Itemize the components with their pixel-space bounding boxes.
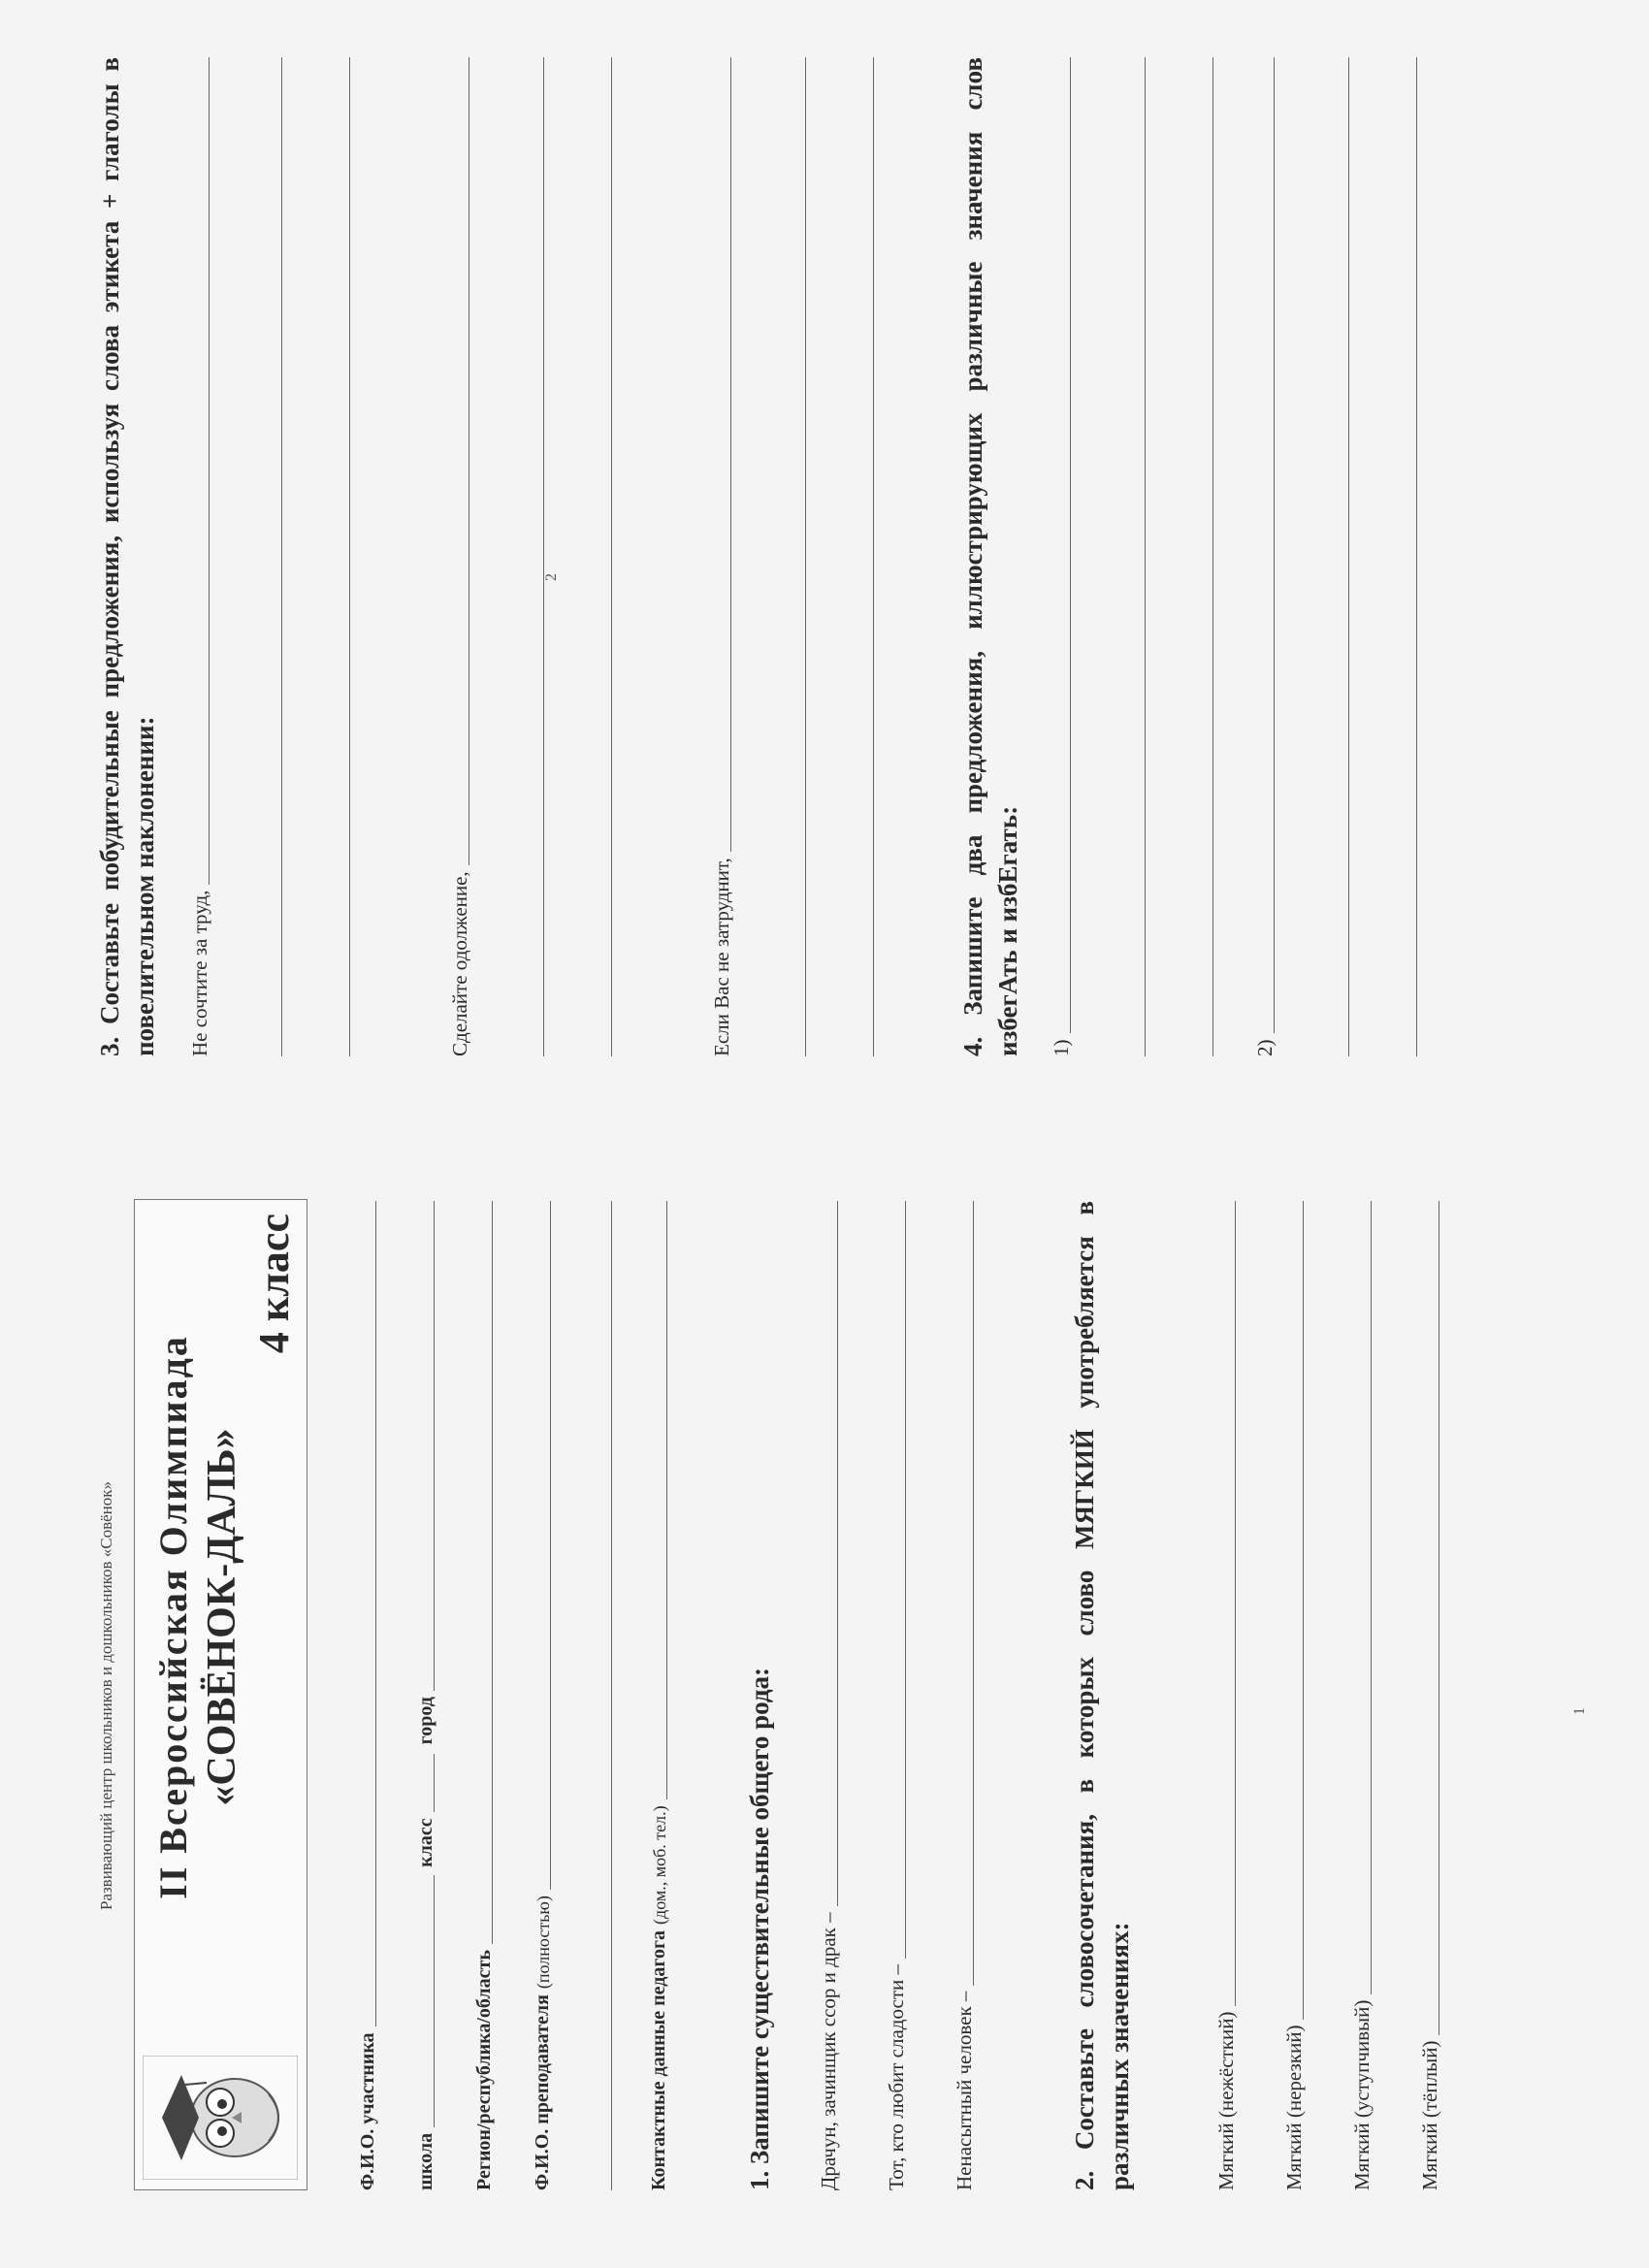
contacts-label: Контактные данные педагога — [648, 1929, 669, 2190]
participant-field[interactable] — [349, 1201, 382, 2190]
teacher-note: (полностью) — [534, 1895, 553, 1990]
answer-line[interactable] — [1303, 1201, 1304, 2020]
task-1-title: 1. Запишите существительные общего рода: — [745, 1667, 774, 2190]
region-line[interactable] — [490, 1201, 493, 1944]
answer-line[interactable] — [873, 57, 874, 1056]
answer-line[interactable] — [349, 57, 350, 1056]
owl-logo-icon — [143, 2056, 298, 2180]
task-4-title: 4. Запишите два предложения, иллюстрирующих различные значения слов избегАть и избЕгать: — [958, 57, 1022, 1056]
answer-line[interactable] — [1235, 1201, 1236, 2006]
answer-line[interactable] — [1070, 57, 1071, 1034]
answer-line[interactable] — [209, 57, 210, 885]
task-3-item[interactable] — [184, 57, 215, 1056]
olympiad-name: «СОВЁНОК-ДАЛЬ» — [200, 1428, 244, 1806]
task-3-item-label: Не сочтите за труд, — [188, 890, 211, 1056]
task-3-title: 3. Составьте побудительные предложения, используя слова этикета + глаголы в повелительном наклонении: — [95, 57, 159, 1056]
region-label: Регион/республика/область — [473, 1950, 495, 2190]
answer-line[interactable] — [730, 57, 731, 852]
participant-label: Ф.И.О. участника — [357, 2032, 378, 2190]
city-line[interactable] — [432, 1201, 435, 1691]
answer-line[interactable] — [1416, 57, 1417, 1056]
task-4-item-label: 1) — [1050, 1039, 1073, 1056]
page-number: 1 — [1571, 1707, 1588, 1715]
school-line[interactable] — [432, 1875, 435, 2127]
task-1-item[interactable] — [949, 1201, 980, 2190]
organizer-name: Развивающий центр школьников и дошкольников «Совёнок» — [97, 1480, 115, 1911]
task-4-item-label: 2) — [1253, 1039, 1277, 1056]
teacher-label: Ф.И.О. преподавателя — [532, 1994, 553, 2190]
answer-line[interactable] — [837, 1201, 838, 1906]
task-2-item-label: Мягкий (тёплый) — [1418, 2040, 1441, 2190]
task-2-item[interactable] — [1278, 1201, 1310, 2190]
answer-line[interactable] — [1212, 57, 1213, 1056]
city-label: город — [415, 1697, 436, 1745]
task-1-item[interactable] — [813, 1201, 844, 2190]
page-number: 2 — [543, 573, 560, 581]
task-1-item-label: Ненасытный человек – — [953, 1991, 976, 2190]
task-1-item-label: Тот, кто любит сладости – — [885, 1964, 908, 2190]
task-2-item-label: Мягкий (уступчивый) — [1350, 1999, 1374, 2190]
task-2-item-label: Мягкий (нерезкий) — [1282, 2025, 1306, 2190]
contacts-line[interactable] — [664, 1201, 667, 1799]
task-2-title: 2. Составьте словосочетания, в которых слово МЯГКИЙ употребляется в различных значениях: — [1070, 1201, 1134, 2190]
task-3-item-label: Если Вас не затруднит, — [710, 858, 733, 1056]
class-line[interactable] — [432, 1754, 435, 1812]
olympiad-title: II Всероссийская Олимпиада — [151, 1335, 195, 1899]
class-label: класс — [415, 1818, 436, 1867]
task-3-item[interactable] — [444, 57, 475, 1056]
region-field[interactable] — [466, 1201, 499, 2190]
answer-line[interactable] — [905, 1201, 906, 1959]
answer-line[interactable] — [543, 57, 544, 1056]
answer-line[interactable] — [281, 57, 282, 1056]
answer-line[interactable] — [805, 57, 806, 1056]
answer-line[interactable] — [973, 1201, 974, 1986]
teacher-line-2[interactable] — [611, 1201, 612, 2190]
left-page — [0, 1134, 1649, 2268]
task-2-item[interactable] — [1346, 1201, 1377, 2190]
task-2-item[interactable] — [1211, 1201, 1242, 2190]
contacts-field[interactable] — [640, 1201, 673, 2190]
teacher-line[interactable] — [548, 1201, 551, 1890]
school-label: школа — [415, 2132, 436, 2190]
answer-line[interactable] — [1274, 57, 1275, 1034]
contacts-note: (дом., моб. тел.) — [650, 1805, 669, 1925]
task-1-item[interactable] — [881, 1201, 912, 2190]
answer-line[interactable] — [611, 57, 612, 1056]
task-2-item-label: Мягкий (нежёсткий) — [1214, 2011, 1238, 2190]
task-3-item-label: Сделайте одолжение, — [448, 871, 471, 1056]
task-4-item[interactable] — [1249, 57, 1280, 1056]
task-3-item[interactable] — [706, 57, 737, 1056]
teacher-field[interactable] — [524, 1201, 557, 2190]
answer-line[interactable] — [1145, 57, 1146, 1056]
task-4-item[interactable] — [1046, 57, 1077, 1056]
school-row — [407, 1201, 440, 2190]
grade-label: 4 класс — [250, 1214, 298, 1354]
answer-line[interactable] — [1371, 1201, 1372, 1994]
olympiad-header — [134, 1199, 307, 2190]
answer-line[interactable] — [1348, 57, 1349, 1056]
task-2-item[interactable] — [1414, 1201, 1445, 2190]
task-1-item-label: Драчун, зачинщик ссор и драк – — [817, 1912, 840, 2190]
participant-line[interactable] — [373, 1201, 376, 2026]
